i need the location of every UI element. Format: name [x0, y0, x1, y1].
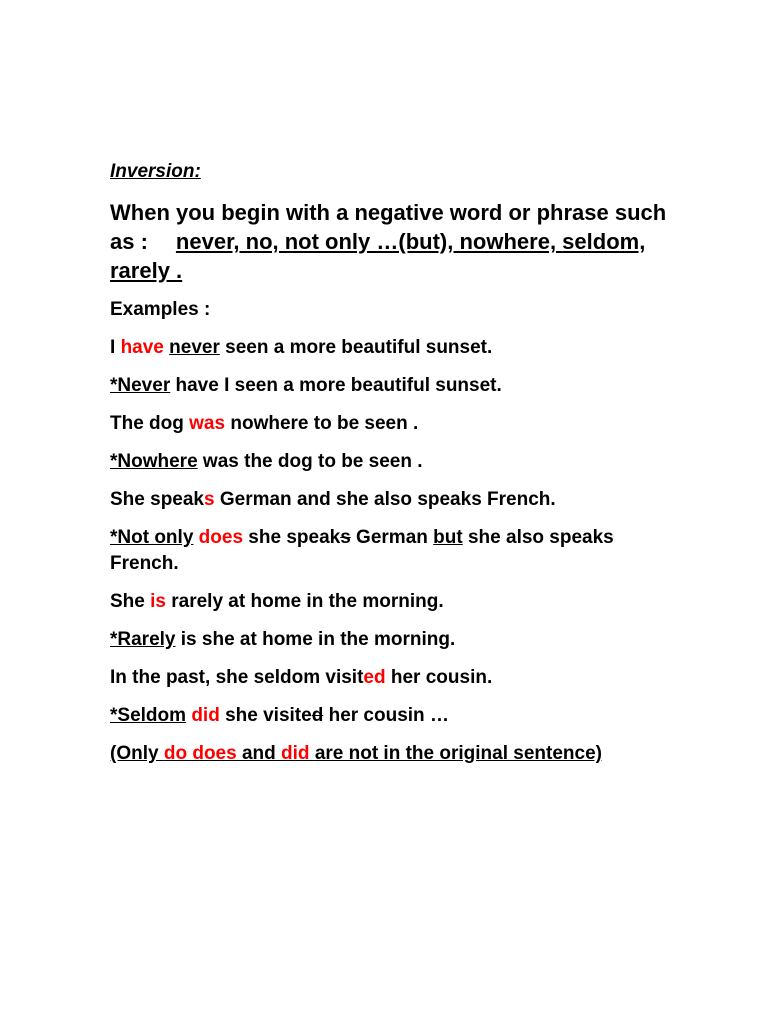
example-line-9 — [110, 665, 680, 691]
example-line-1 — [110, 335, 680, 361]
underlined-segment: *Never — [110, 375, 171, 396]
text-segment: German and she also speaks French. — [214, 489, 556, 510]
text-segment: German — [350, 527, 434, 548]
highlight-segment: have — [120, 337, 164, 358]
text-segment: nowhere to be seen . — [225, 413, 419, 434]
negative-terms-1: never, no, not only …(but), — [175, 229, 460, 254]
text-segment: and — [241, 743, 282, 764]
underlined-segment: but — [433, 527, 463, 548]
highlight-segment: is — [150, 591, 166, 612]
text-segment: her cousin. — [385, 667, 493, 688]
text-segment: she visite — [219, 705, 312, 726]
struck-segment: s — [340, 527, 351, 548]
text-segment: she speak — [243, 527, 341, 548]
document-page — [110, 160, 680, 779]
underlined-segment: *Nowhere — [110, 451, 198, 472]
example-line-2 — [110, 373, 680, 399]
highlight-segment: did — [191, 705, 220, 726]
closing-note — [110, 741, 680, 767]
text-segment: She — [110, 591, 151, 612]
negative-terms-2: nowhere, — [459, 229, 563, 254]
underlined-segment: *Rarely — [110, 629, 176, 650]
underlined-segment: *Not only — [110, 527, 194, 548]
highlight-segment: does — [198, 527, 244, 548]
text-segment: The dog — [110, 413, 190, 434]
text-segment: She speak — [110, 489, 204, 510]
text-segment: seen a more beautiful sunset. — [219, 337, 493, 358]
example-line-7 — [110, 589, 680, 615]
text-segment: In the past, she seldom visit — [110, 667, 364, 688]
example-line-8 — [110, 627, 680, 653]
example-line-10 — [110, 703, 680, 729]
text-segment: are not in the original sentence) — [314, 743, 602, 764]
text-segment: was the dog to be seen . — [197, 451, 423, 472]
highlight-segment: do does — [163, 743, 242, 764]
text-segment: have I seen a more beautiful sunset. — [170, 375, 502, 396]
highlight-segment: was — [189, 413, 226, 434]
text-segment: I — [110, 337, 121, 358]
struck-segment: d — [311, 705, 324, 726]
underlined-segment: never — [169, 337, 220, 358]
example-line-4 — [110, 449, 680, 475]
highlight-segment: s — [204, 489, 215, 510]
text-segment: is she at home in the morning. — [175, 629, 456, 650]
highlight-segment: did — [281, 743, 315, 764]
text-segment: rarely at home in the morning. — [165, 591, 444, 612]
example-line-3 — [110, 411, 680, 437]
intro-lead: When you begin with a negative word or phrase such as : — [110, 200, 667, 254]
text-segment: (Only — [110, 743, 164, 764]
intro-paragraph — [110, 198, 680, 285]
underlined-segment: *Seldom — [110, 705, 187, 726]
examples-label: Examples : — [110, 299, 211, 320]
example-line-6 — [110, 525, 680, 577]
example-line-5 — [110, 487, 680, 513]
negative-terms-3: seldom, rarely . — [110, 229, 646, 283]
document-heading: Inversion: — [110, 161, 201, 182]
text-segment: she also speaks French. — [110, 527, 614, 574]
highlight-segment: ed — [363, 667, 386, 688]
text-segment: her cousin … — [323, 705, 449, 726]
